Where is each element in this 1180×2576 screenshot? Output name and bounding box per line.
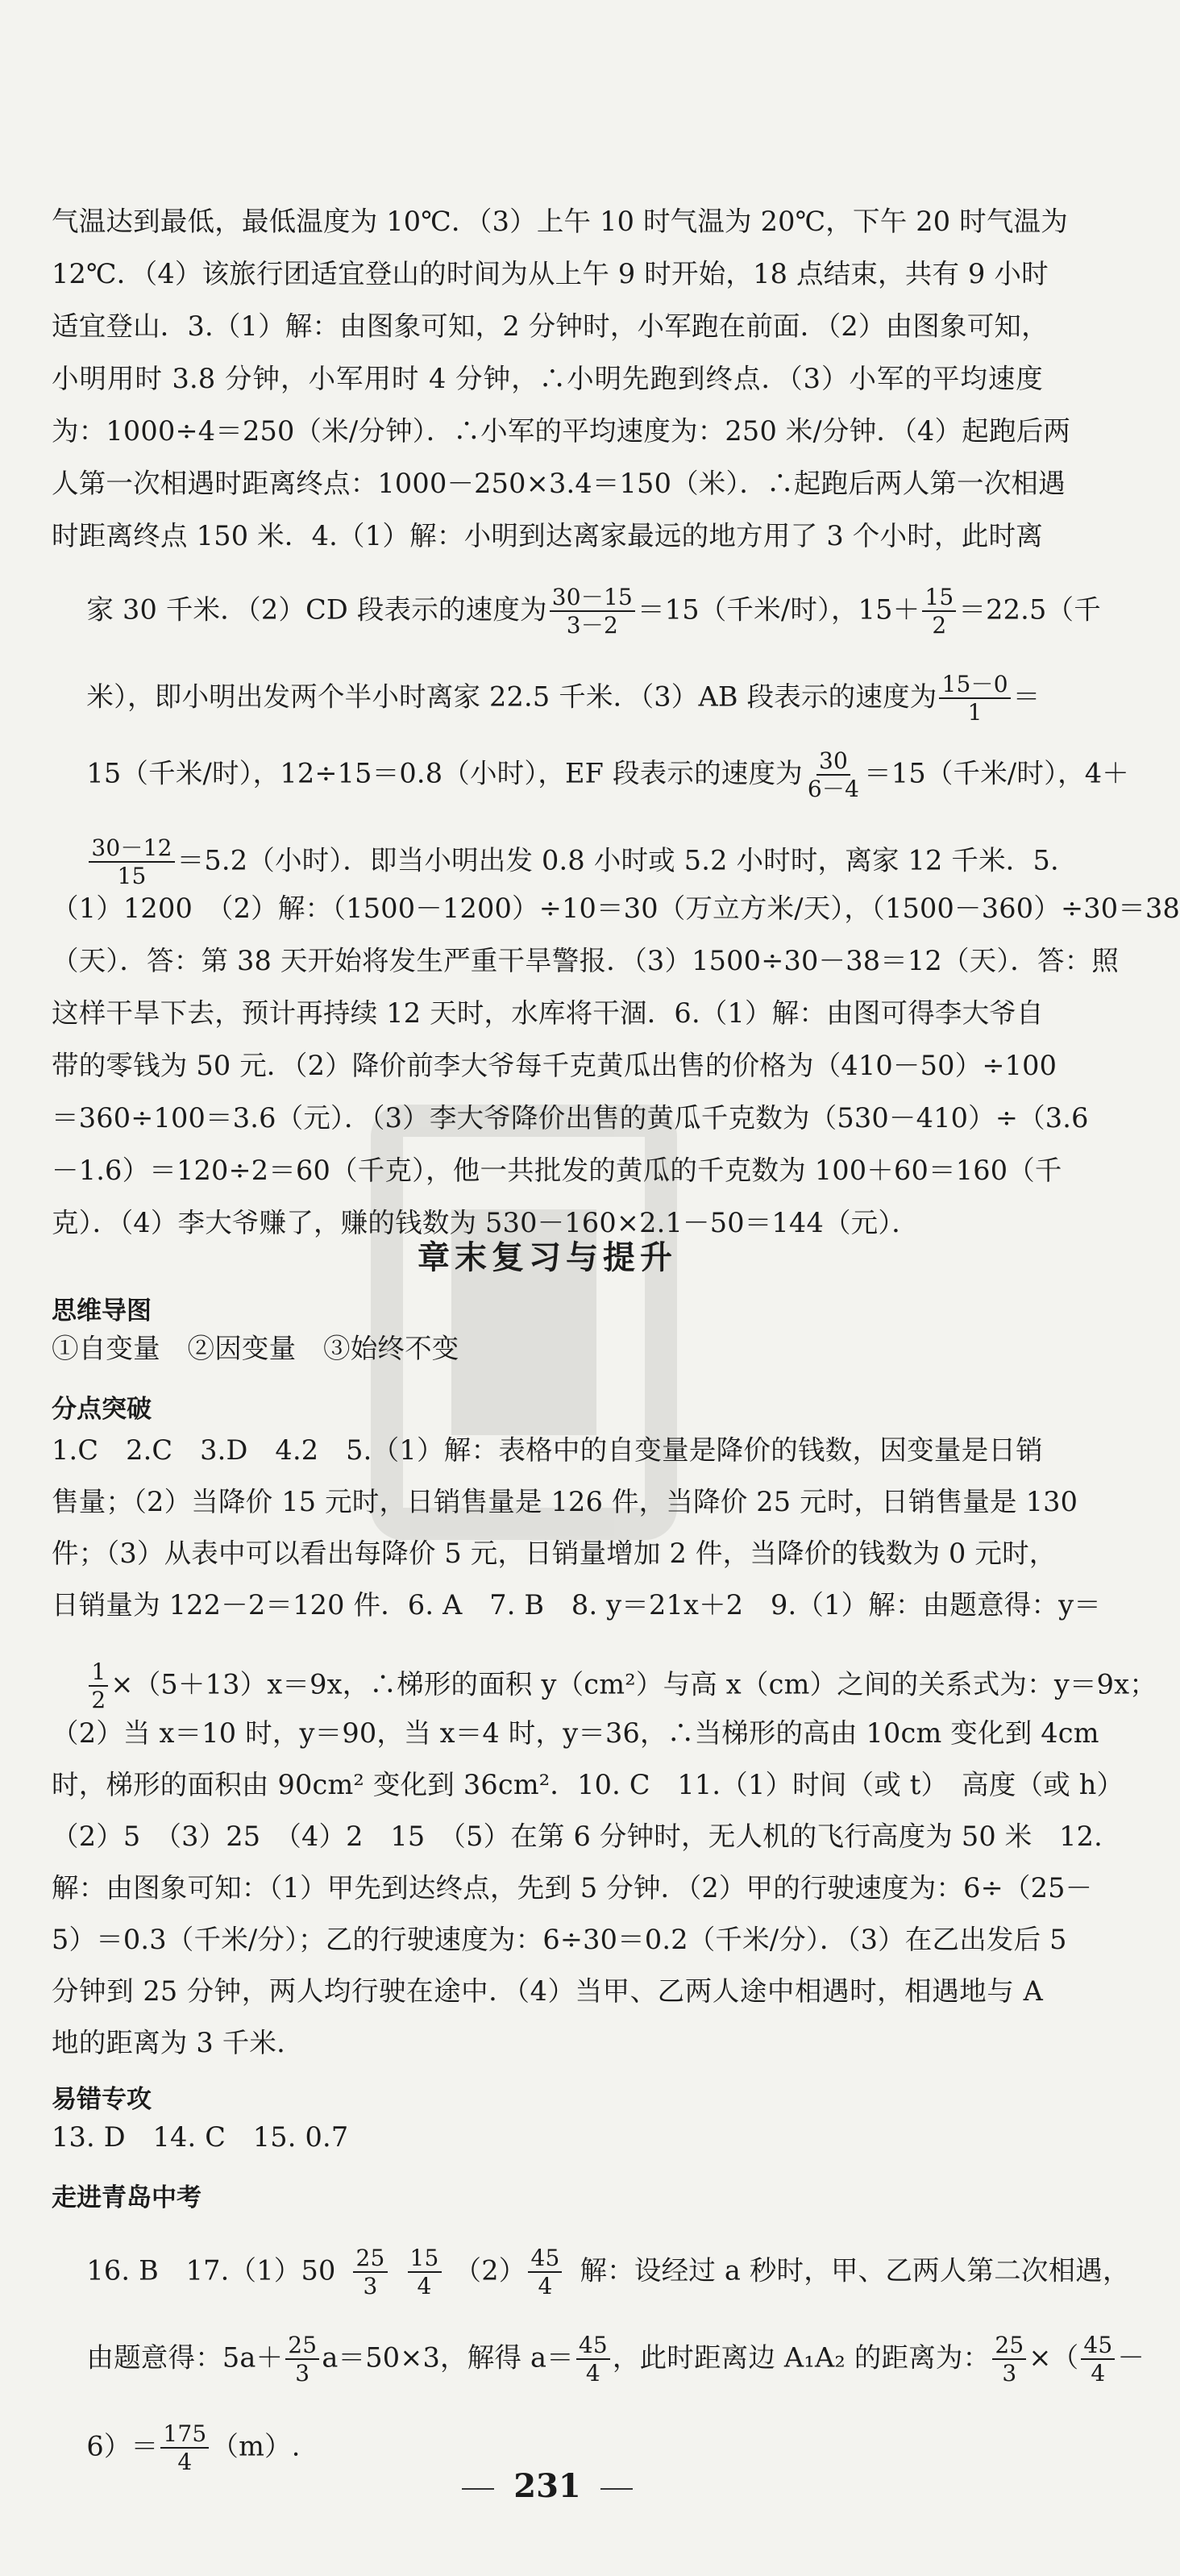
section-title: 章末复习与提升 — [418, 1239, 677, 1276]
fraction-denominator: 4 — [538, 2272, 553, 2299]
text-line: 小明用时 3.8 分钟，小军用时 4 分钟，∴小明先跑到终点．（3）小军的平均速度 — [52, 363, 1043, 394]
subsection-title-exam: 走进青岛中考 — [52, 2183, 202, 2212]
text-line: 适宜登山．3.（1）解：由图象可知，2 分钟时，小军跑在前面．（2）由图象可知， — [52, 310, 1049, 342]
page-number-dash — [600, 2488, 633, 2490]
fraction-numerator: 1 — [89, 1660, 108, 1687]
text-line: （2）5 （3）25 （4）2 15 （5）在第 6 分钟时，无人机的飞行高度为 50 米 12. — [52, 1821, 1103, 1852]
text-segment: （2） — [454, 2253, 526, 2286]
fraction-denominator: 3－2 — [566, 611, 618, 639]
fraction — [805, 749, 862, 801]
text-segment: ＝22.5（千 — [958, 593, 1101, 625]
text-segment: 由题意得：5a＋ — [86, 2341, 284, 2373]
text-segment: ＝ — [1012, 680, 1041, 712]
fraction-numerator: 25 — [992, 2333, 1026, 2360]
fraction-denominator: 4 — [1091, 2359, 1106, 2387]
fraction — [160, 2422, 209, 2474]
fraction — [89, 836, 174, 888]
fraction-numerator: 15 — [922, 585, 956, 612]
text-segment: 15（千米/时），12÷15＝0.8（小时），EF 段表示的速度为 — [86, 756, 803, 789]
text-line: 5）＝0.3（千米/分）；乙的行驶速度为：6÷30＝0.2（千米/分）．（3）在乙出发后 5 — [52, 1924, 1067, 1955]
text-segment: ＝5.2（小时）．即当小明出发 0.8 小时或 5.2 小时时，离家 12 千米．5. — [177, 843, 1059, 876]
fraction — [89, 1660, 108, 1712]
fraction — [1081, 2333, 1115, 2386]
text-line: ①自变量 ②因变量 ③始终不变 — [52, 1333, 459, 1364]
text-line: 日销量为 122－2＝120 件．6. A 7. B 8. y＝21x＋2 9.（1）解：由题意得：y＝ — [52, 1589, 1101, 1621]
text-line: 人第一次相遇时距离终点：1000－250×3.4＝150（米）．∴起跑后两人第一次相遇 — [52, 468, 1066, 499]
text-segment: ，此时距离边 A₁A₂ 的距离为： — [612, 2341, 991, 2373]
text-line: －1.6）＝120÷2＝60（千克），他一共批发的黄瓜的千克数为 100＋60＝160（千 — [52, 1155, 1062, 1186]
fraction-denominator: 15 — [117, 862, 147, 889]
text-line: 带的零钱为 50 元．（2）降价前李大爷每千克黄瓜出售的价格为（410－50）÷100 — [52, 1050, 1057, 1081]
fraction-numerator: 45 — [1081, 2333, 1115, 2360]
fraction-denominator: 3 — [295, 2359, 310, 2387]
fraction-denominator: 4 — [417, 2272, 432, 2299]
subsection-title-breakdown: 分点突破 — [52, 1395, 152, 1424]
fraction-numerator: 15－0 — [939, 672, 1010, 699]
text-line: （2）当 x＝10 时，y＝90，当 x＝4 时，y＝36，∴当梯形的高由 10cm 变化到 4cm — [52, 1717, 1099, 1749]
text-line: 分钟到 25 分钟，两人均行驶在途中．（4）当甲、乙两人途中相遇时，相遇地与 A — [52, 1975, 1043, 2007]
fraction-numerator: 30－15 — [550, 585, 635, 612]
page-number-value: 231 — [513, 2467, 581, 2505]
text-segment: ×（5＋13）x＝9x，∴梯形的面积 y（cm²）与高 x（cm）之间的关系式为：y＝9x； — [110, 1667, 1157, 1700]
text-line: （天）．答：第 38 天开始将发生严重干旱警报．（3）1500÷30－38＝12（天）．答：照 — [52, 945, 1120, 976]
page-number — [52, 2467, 1043, 2505]
fraction-denominator: 2 — [91, 1686, 106, 1713]
fraction-numerator: 30－12 — [89, 836, 174, 863]
text-segment: （m）. — [211, 2429, 301, 2462]
text-line: 地的距离为 3 千米. — [52, 2027, 285, 2058]
text-line: 时距离终点 150 米．4.（1）解：小明到达离家最远的地方用了 3 个小时，此时离 — [52, 520, 1043, 551]
fraction-numerator: 30 — [816, 749, 850, 776]
fraction-numerator: 175 — [160, 2422, 209, 2449]
page-number-dash — [462, 2488, 494, 2490]
text-segment: 家 30 千米．（2）CD 段表示的速度为 — [86, 593, 547, 625]
text-line: 售量；（2）当降价 15 元时，日销售量是 126 件，当降价 25 元时，日销售量是 130 — [52, 1486, 1078, 1517]
fraction-numerator: 25 — [285, 2333, 319, 2360]
text-line: （1）1200 （2）解：（1500－1200）÷10＝30（万立方米/天），（1500－360）÷30＝38 — [52, 893, 1180, 924]
text-segment: 米），即小明出发两个半小时离家 22.5 千米．（3）AB 段表示的速度为 — [86, 680, 937, 712]
text-line: 解：由图象可知：（1）甲先到达终点，先到 5 分钟．（2）甲的行驶速度为：6÷（25－ — [52, 1872, 1093, 1904]
text-segment: － — [1117, 2341, 1145, 2373]
fraction — [408, 2246, 442, 2299]
fraction — [528, 2246, 562, 2299]
subsection-title-mindmap: 思维导图 — [52, 1296, 152, 1325]
fraction-denominator: 3 — [363, 2272, 378, 2299]
fraction-denominator: 4 — [177, 2448, 193, 2475]
text-line: 时，梯形的面积由 90cm² 变化到 36cm²．10. C 11.（1）时间（或 t） 高度（或 h） — [52, 1769, 1124, 1800]
fraction — [285, 2333, 319, 2386]
fraction-denominator: 6－4 — [807, 775, 860, 802]
fraction — [992, 2333, 1026, 2386]
fraction — [939, 672, 1010, 725]
text-line: 件；（3）从表中可以看出每降价 5 元，日销量增加 2 件，当降价的钱数为 0 元时， — [52, 1538, 1057, 1569]
text-line: 1.C 2.C 3.D 4.2 5.（1）解：表格中的自变量是降价的钱数，因变量是日销 — [52, 1434, 1043, 1466]
fraction-denominator: 2 — [932, 611, 947, 639]
fraction-denominator: 3 — [1002, 2359, 1017, 2387]
fraction-numerator: 45 — [576, 2333, 610, 2360]
fraction — [353, 2246, 387, 2299]
fraction-numerator: 25 — [353, 2246, 387, 2273]
fraction — [550, 585, 635, 638]
text-line: 为：1000÷4＝250（米/分钟）．∴小军的平均速度为：250 米/分钟．（4）起跑后两 — [52, 415, 1071, 447]
fraction — [922, 585, 956, 638]
text-line: 气温达到最低，最低温度为 10℃．（3）上午 10 时气温为 20℃，下午 20 时气温为 — [52, 206, 1068, 237]
fraction-numerator: 15 — [408, 2246, 442, 2273]
text-line: 12℃．（4）该旅行团适宜登山的时间为从上午 9 时开始，18 点结束，共有 9 小时 — [52, 258, 1049, 289]
text-segment: ×（ — [1028, 2341, 1079, 2373]
text-segment: 16. B 17.（1）50 — [86, 2253, 336, 2286]
text-line: ＝360÷100＝3.6（元）．（3）李大爷降价出售的黄瓜千克数为（530－410）÷（3.6 — [52, 1102, 1089, 1134]
fraction-denominator: 4 — [585, 2359, 600, 2387]
text-segment: 解：设经过 a 秒时，甲、乙两人第二次相遇， — [580, 2253, 1130, 2286]
subsection-title-errors: 易错专攻 — [52, 2085, 152, 2114]
fraction-denominator: 1 — [967, 698, 983, 726]
text-line: 13. D 14. C 15. 0.7 — [52, 2121, 349, 2153]
text-segment: 6）＝ — [86, 2429, 159, 2462]
text-segment: a＝50×3，解得 a＝ — [322, 2341, 574, 2373]
text-line: 这样干旱下去，预计再持续 12 天时，水库将干涸．6.（1）解：由图可得李大爷自 — [52, 997, 1044, 1029]
text-line: 克）．（4）李大爷赚了，赚的钱数为 530－160×2.1－50＝144（元）． — [52, 1207, 920, 1238]
fraction-numerator: 45 — [528, 2246, 562, 2273]
text-segment: ＝15（千米/时），15＋ — [638, 593, 920, 625]
fraction — [576, 2333, 610, 2386]
text-segment: ＝15（千米/时），4＋ — [864, 756, 1129, 789]
